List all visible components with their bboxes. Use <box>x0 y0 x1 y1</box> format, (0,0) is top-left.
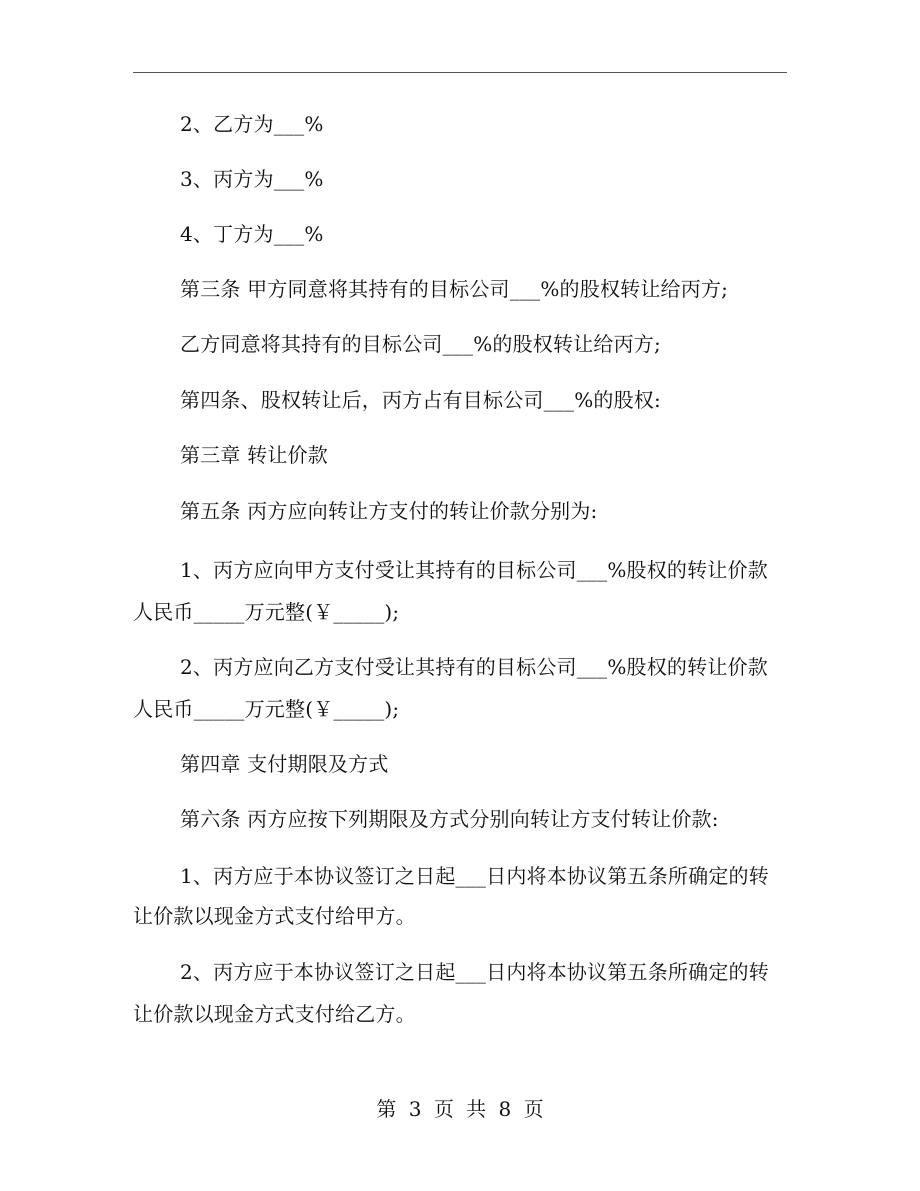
paragraph-payment-yi-line2: 让价款以现金方式支付给乙方。 <box>133 1002 416 1026</box>
chapter-3-heading: 第三章 转让价款 <box>180 443 328 467</box>
header-rule <box>133 72 787 73</box>
paragraph-share-yi: 2、乙方为___% <box>180 112 324 136</box>
paragraph-article-3: 第三条 甲方同意将其持有的目标公司___%的股权转让给丙方; <box>180 277 729 301</box>
paragraph-price-yi-line2: 人民币_____万元整(￥_____); <box>133 697 400 721</box>
paragraph-payment-yi-line1: 2、丙方应于本协议签订之日起___日内将本协议第五条所确定的转 <box>180 960 769 984</box>
paragraph-article-6: 第六条 丙方应按下列期限及方式分别向转让方支付转让价款: <box>180 807 719 831</box>
paragraph-payment-jia-line1: 1、丙方应于本协议签订之日起___日内将本协议第五条所确定的转 <box>180 864 769 888</box>
paragraph-price-jia-line2: 人民币_____万元整(￥_____); <box>133 600 400 624</box>
chapter-4-heading: 第四章 支付期限及方式 <box>180 752 389 776</box>
paragraph-article-4: 第四条、股权转让后，丙方占有目标公司___%的股权: <box>180 388 661 412</box>
paragraph-article-5: 第五条 丙方应向转让方支付的转让价款分别为: <box>180 499 598 523</box>
paragraph-payment-jia-line2: 让价款以现金方式支付给甲方。 <box>133 904 416 928</box>
paragraph-price-jia-line1: 1、丙方应向甲方支付受让其持有的目标公司___%股权的转让价款 <box>180 558 768 582</box>
page-number-footer: 第 3 页 共 8 页 <box>376 1097 544 1121</box>
paragraph-share-bing: 3、丙方为___% <box>180 167 324 191</box>
paragraph-article-3-yi: 乙方同意将其持有的目标公司___%的股权转让给丙方; <box>180 332 661 356</box>
paragraph-price-yi-line1: 2、丙方应向乙方支付受让其持有的目标公司___%股权的转让价款 <box>180 655 768 679</box>
paragraph-share-ding: 4、丁方为___% <box>180 222 324 246</box>
